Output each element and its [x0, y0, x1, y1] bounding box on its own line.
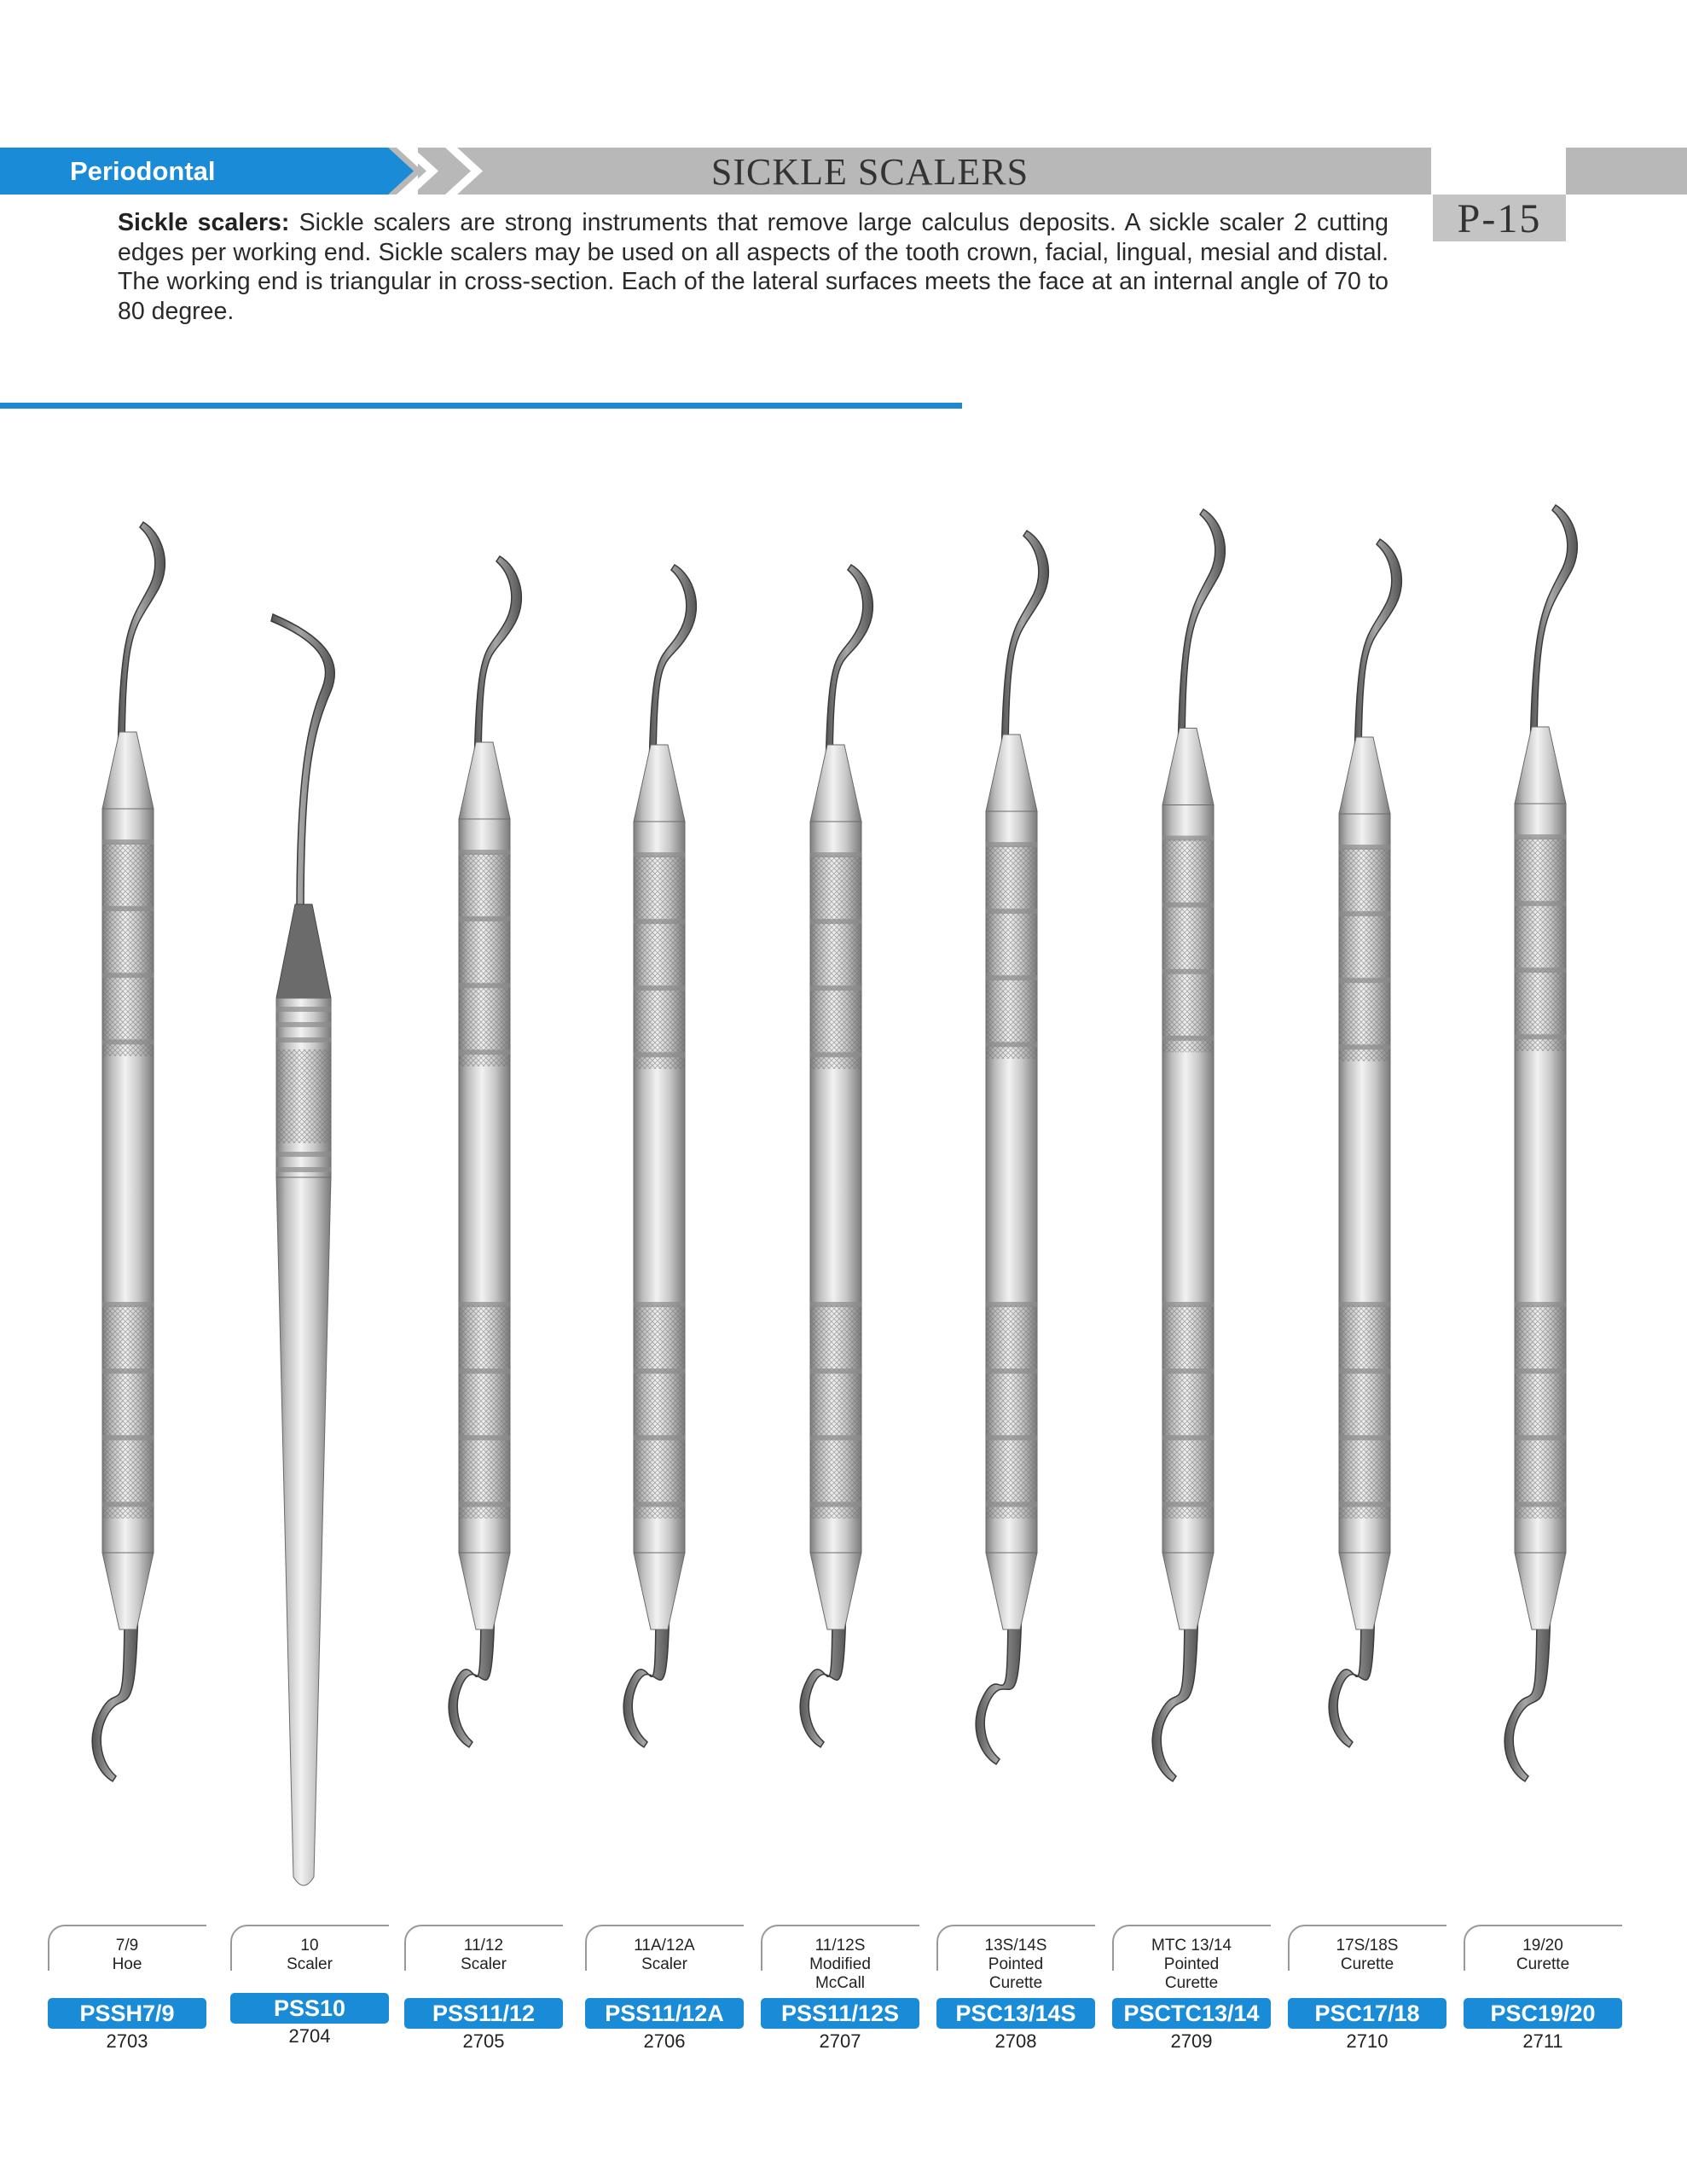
instrument-illustrations — [0, 495, 1687, 1902]
description-text: Sickle scalers are strong instruments that remove large calculus deposits. A sickle scaler 2 cutting edges per working end. Sickle scalers may be used on all aspects of the tooth crown, facial, lingual, mesial and distal. The working end is triangular in cross-section. Each of the lateral surfaces meets the face at an internal angle of 70 to 80 degree. — [118, 209, 1388, 325]
instrument-number: 2709 — [1170, 2030, 1213, 2052]
instrument-drawing — [449, 556, 521, 1747]
instrument-description-line: Curette — [1340, 1955, 1394, 1973]
instrument-number: 2710 — [1346, 2030, 1388, 2052]
instrument-drawing — [623, 565, 696, 1747]
instrument-description-line: Scaler — [287, 1955, 333, 1973]
instrument-description-line: 11/12S — [815, 1937, 866, 1955]
instrument-number: 2703 — [106, 2030, 148, 2052]
instrument-description-line: 11A/12A — [634, 1937, 695, 1955]
instrument-drawing — [92, 522, 165, 1781]
instrument-label — [1288, 1925, 1446, 2052]
instrument-description-line: 7/9 — [115, 1937, 139, 1955]
description-lead: Sickle scalers: — [118, 209, 290, 236]
instrument-label — [761, 1925, 919, 2052]
instrument-description-line: 17S/18S — [1336, 1937, 1399, 1955]
instrument-drawing — [976, 531, 1048, 1764]
instrument-description-line: Pointed — [988, 1955, 1044, 1973]
instrument-label — [1112, 1925, 1271, 2052]
instrument-description-line: MTC 13/14 — [1151, 1937, 1232, 1955]
page-number: P-15 — [1433, 195, 1566, 241]
instrument-description — [585, 1937, 744, 1974]
instrument-label — [404, 1925, 563, 2052]
instrument-number: 2704 — [288, 2025, 331, 2047]
chevron-divider-icon — [401, 148, 495, 195]
instrument-description-line: Hoe — [112, 1955, 142, 1973]
instrument-number: 2706 — [643, 2030, 686, 2052]
instrument-drawing — [271, 614, 334, 1885]
instrument-code: PSS11/12 — [404, 1998, 563, 2029]
instrument-description — [1112, 1937, 1271, 1993]
instrument-description-line: Curette — [1516, 1955, 1570, 1973]
instrument-number: 2708 — [994, 2030, 1037, 2052]
instrument-description-line: Pointed — [1163, 1955, 1220, 1973]
instrument-code: PSC17/18 — [1288, 1998, 1446, 2029]
instrument-drawing — [800, 565, 872, 1747]
instrument-description — [230, 1937, 389, 1974]
instrument-description-line: 13S/14S — [984, 1937, 1047, 1955]
instrument-drawing — [1504, 505, 1577, 1781]
category-tab-label: Periodontal — [70, 156, 216, 186]
instrument-description-line: Scaler — [461, 1955, 507, 1973]
instrument-description — [761, 1937, 919, 1993]
instrument-code: PSC13/14S — [936, 1998, 1095, 2029]
instrument-code: PSC19/20 — [1464, 1998, 1622, 2029]
instrument-description-line: 11/12 — [463, 1937, 504, 1955]
instrument-description — [404, 1937, 563, 1974]
instrument-drawing — [1329, 539, 1401, 1747]
instrument-description — [1464, 1937, 1622, 1974]
instrument-description-line: Curette — [1164, 1974, 1219, 1992]
instrument-code: PSS11/12A — [585, 1998, 744, 2029]
instrument-description-line: McCall — [815, 1974, 866, 1992]
instrument-description-line: 19/20 — [1522, 1937, 1563, 1955]
description-paragraph — [118, 208, 1388, 326]
instrument-label — [48, 1925, 206, 2052]
instrument-label — [585, 1925, 744, 2052]
blue-divider — [0, 403, 962, 409]
instrument-code: PSSH7/9 — [48, 1998, 206, 2029]
page-title: SICKLE SCALERS — [710, 151, 1029, 193]
instrument-description-line: Curette — [988, 1974, 1043, 1992]
instrument-label — [230, 1925, 389, 2047]
instrument-description-line: 10 — [300, 1937, 319, 1955]
instrument-label — [1464, 1925, 1622, 2052]
instrument-description — [1288, 1937, 1446, 1974]
instrument-label — [936, 1925, 1095, 2052]
instrument-description — [936, 1937, 1095, 1993]
header-band-right — [1566, 148, 1687, 195]
instrument-code: PSS11/12S — [761, 1998, 919, 2029]
instrument-description-line: Scaler — [641, 1955, 687, 1973]
instrument-drawing — [1152, 509, 1225, 1781]
instrument-code: PSCTC13/14 — [1112, 1998, 1271, 2029]
instrument-number: 2711 — [1522, 2030, 1563, 2052]
instrument-description-line: Modified — [809, 1955, 871, 1973]
instrument-code: PSS10 — [230, 1993, 389, 2024]
instrument-number: 2705 — [462, 2030, 505, 2052]
instrument-number: 2707 — [819, 2030, 861, 2052]
instrument-description — [48, 1937, 206, 1974]
